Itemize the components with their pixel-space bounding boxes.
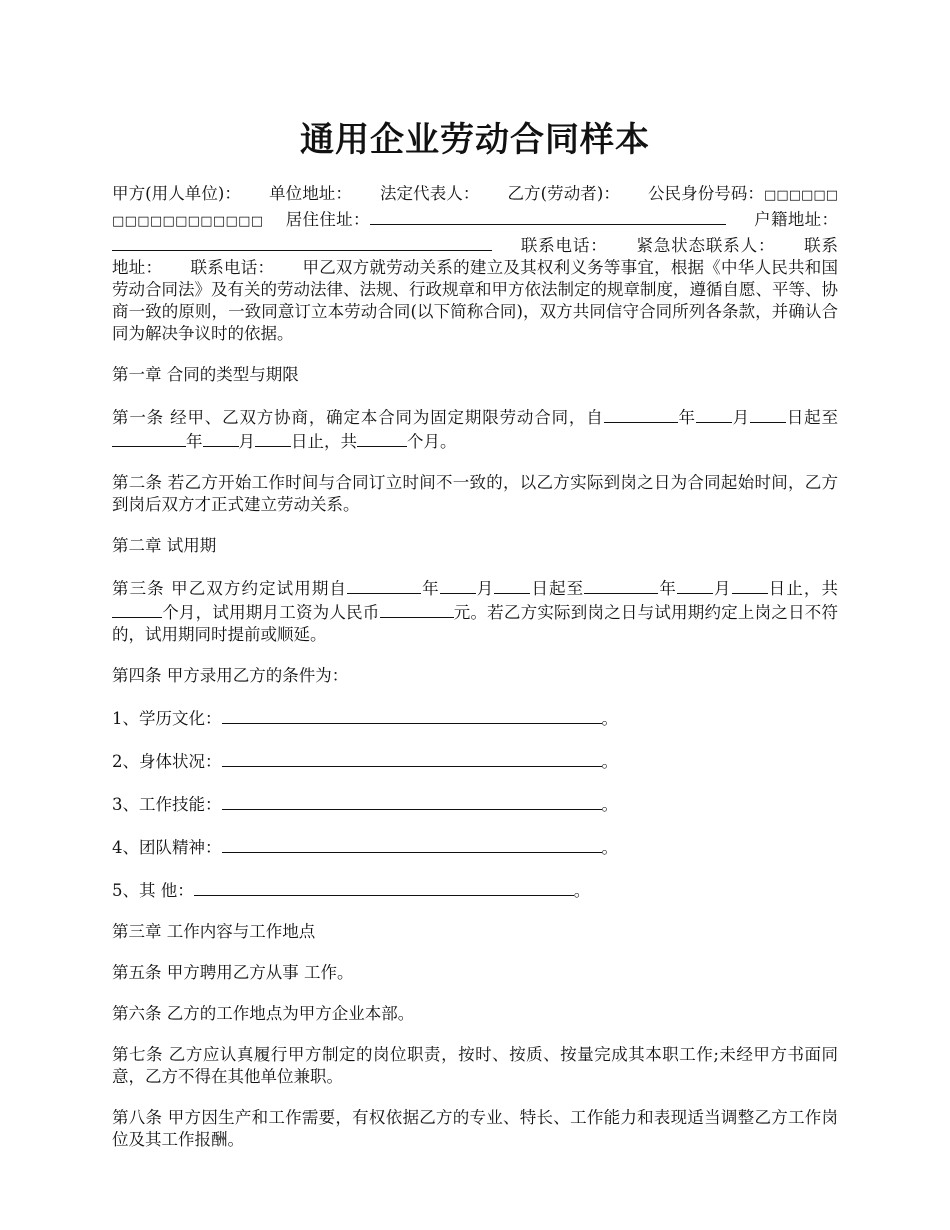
condition-blank xyxy=(222,835,602,853)
blank xyxy=(750,405,786,423)
condition-item xyxy=(112,706,838,730)
article-3 xyxy=(112,576,838,646)
article-1 xyxy=(112,405,838,453)
document-title: 通用企业劳动合同样本 xyxy=(300,120,650,160)
month-label: 月 xyxy=(712,579,732,598)
blank xyxy=(440,576,476,594)
residence-label: 居住住址： xyxy=(285,210,370,229)
month-label: 月 xyxy=(238,432,255,451)
condition-label: 4、团队精神： xyxy=(112,838,222,857)
day-label: 日起至 xyxy=(530,579,585,598)
months-label: 个月。 xyxy=(407,432,457,451)
article-7: 第七条 乙方应认真履行甲方制定的岗位职责，按时、按质、按量完成其本职工作;未经甲方书面同意，乙方不得在其他单位兼职。 xyxy=(112,1045,838,1086)
year-label: 年 xyxy=(186,432,203,451)
condition-label: 2、身体状况： xyxy=(112,752,222,771)
emergency-contact-label: 紧急状态联系人： xyxy=(635,236,776,255)
residence-blank-tail xyxy=(710,207,726,225)
wage-label: 个月，试用期月工资为人民币 xyxy=(162,603,380,622)
article-8: 第八条 甲方因生产和工作需要，有权依据乙方的专业、特长、工作能力和表现适当调整乙方工作岗位及其工作报酬。 xyxy=(112,1108,838,1149)
article-1-text: 第一条 经甲、乙双方协商，确定本合同为固定期限劳动合同，自 xyxy=(112,408,604,427)
period: 。 xyxy=(601,709,618,728)
blank xyxy=(677,576,713,594)
id-number-boxes: □□□□□□□□□□□□□□□□□□ xyxy=(112,188,839,229)
contact-phone-label: 联系电话： xyxy=(190,258,275,277)
household-blank xyxy=(112,233,492,251)
blank xyxy=(696,405,732,423)
condition-item xyxy=(112,749,838,773)
condition-blank xyxy=(222,749,602,767)
period: 。 xyxy=(601,838,618,857)
month-label: 月 xyxy=(731,408,750,427)
day-label: 日止，共 xyxy=(291,432,357,451)
year-label: 年 xyxy=(658,579,677,598)
blank xyxy=(112,429,186,447)
condition-label: 5、其 他： xyxy=(112,881,194,900)
condition-label: 3、工作技能： xyxy=(112,795,222,814)
article-3-end: 元。若乙方实际到岗之日与试用期约定上岗之日不符的，试用期同时提前或顺延。 xyxy=(112,603,839,644)
blank xyxy=(494,576,530,594)
blank xyxy=(584,576,658,594)
blank xyxy=(732,576,768,594)
blank xyxy=(112,600,162,618)
blank xyxy=(347,576,421,594)
intro-paragraph xyxy=(112,183,838,345)
chapter-1-heading: 第一章 合同的类型与期限 xyxy=(112,365,299,384)
party-a-label: 甲方(用人单位)： xyxy=(112,184,241,203)
article-3-text: 第三条 甲乙双方约定试用期自 xyxy=(112,579,348,598)
id-number-label: 公民身份号码： xyxy=(647,184,764,203)
chapter-3-heading: 第三章 工作内容与工作地点 xyxy=(112,922,316,941)
phone-label: 联系电话： xyxy=(520,236,608,255)
blank xyxy=(380,600,454,618)
condition-item xyxy=(112,792,838,816)
period: 。 xyxy=(601,752,618,771)
day-label: 日止，共 xyxy=(767,579,839,598)
condition-item xyxy=(112,878,838,902)
condition-blank xyxy=(222,792,602,810)
unit-address-label: 单位地址： xyxy=(269,184,352,203)
month-label: 月 xyxy=(475,579,495,598)
year-label: 年 xyxy=(677,408,696,427)
blank xyxy=(203,429,239,447)
article-2: 第二条 若乙方开始工作时间与合同订立时间不一致的，以乙方实际到岗之日为合同起始时间，乙方到岗后双方才正式建立劳动关系。 xyxy=(112,473,838,514)
period: 。 xyxy=(573,881,591,900)
residence-blank xyxy=(370,207,710,225)
year-label: 年 xyxy=(421,579,440,598)
preamble-text: 甲乙双方就劳动关系的建立及其权利义务等事宜，根据《中华人民共和国劳动合同法》及有关的劳动法律、法规、行政规章和甲方依法制定的规章制度，遵循自愿、平等、协商一致的原则，一致同意订立本劳动合同(以下简称合同)，双方共同信守合同所列各条款，并确认合同为解决争议时的依据。 xyxy=(112,258,839,343)
article-5: 第五条 甲方聘用乙方从事 工作。 xyxy=(112,963,354,982)
chapter-2-heading: 第二章 试用期 xyxy=(112,536,217,555)
contact-address-label: 联系地址： xyxy=(112,236,839,277)
period: 。 xyxy=(601,795,618,814)
condition-blank xyxy=(194,878,574,896)
party-b-label: 乙方(劳动者)： xyxy=(507,184,620,203)
article-6: 第六条 乙方的工作地点为甲方企业本部。 xyxy=(112,1004,415,1023)
blank xyxy=(255,429,291,447)
household-label: 户籍地址： xyxy=(753,210,838,229)
legal-rep-label: 法定代表人： xyxy=(379,184,480,203)
day-label: 日起至 xyxy=(786,408,839,427)
condition-item xyxy=(112,835,838,859)
blank xyxy=(604,405,678,423)
condition-label: 1、学历文化： xyxy=(112,709,222,728)
blank xyxy=(357,429,407,447)
condition-blank xyxy=(222,706,602,724)
article-4: 第四条 甲方录用乙方的条件为： xyxy=(112,666,349,685)
